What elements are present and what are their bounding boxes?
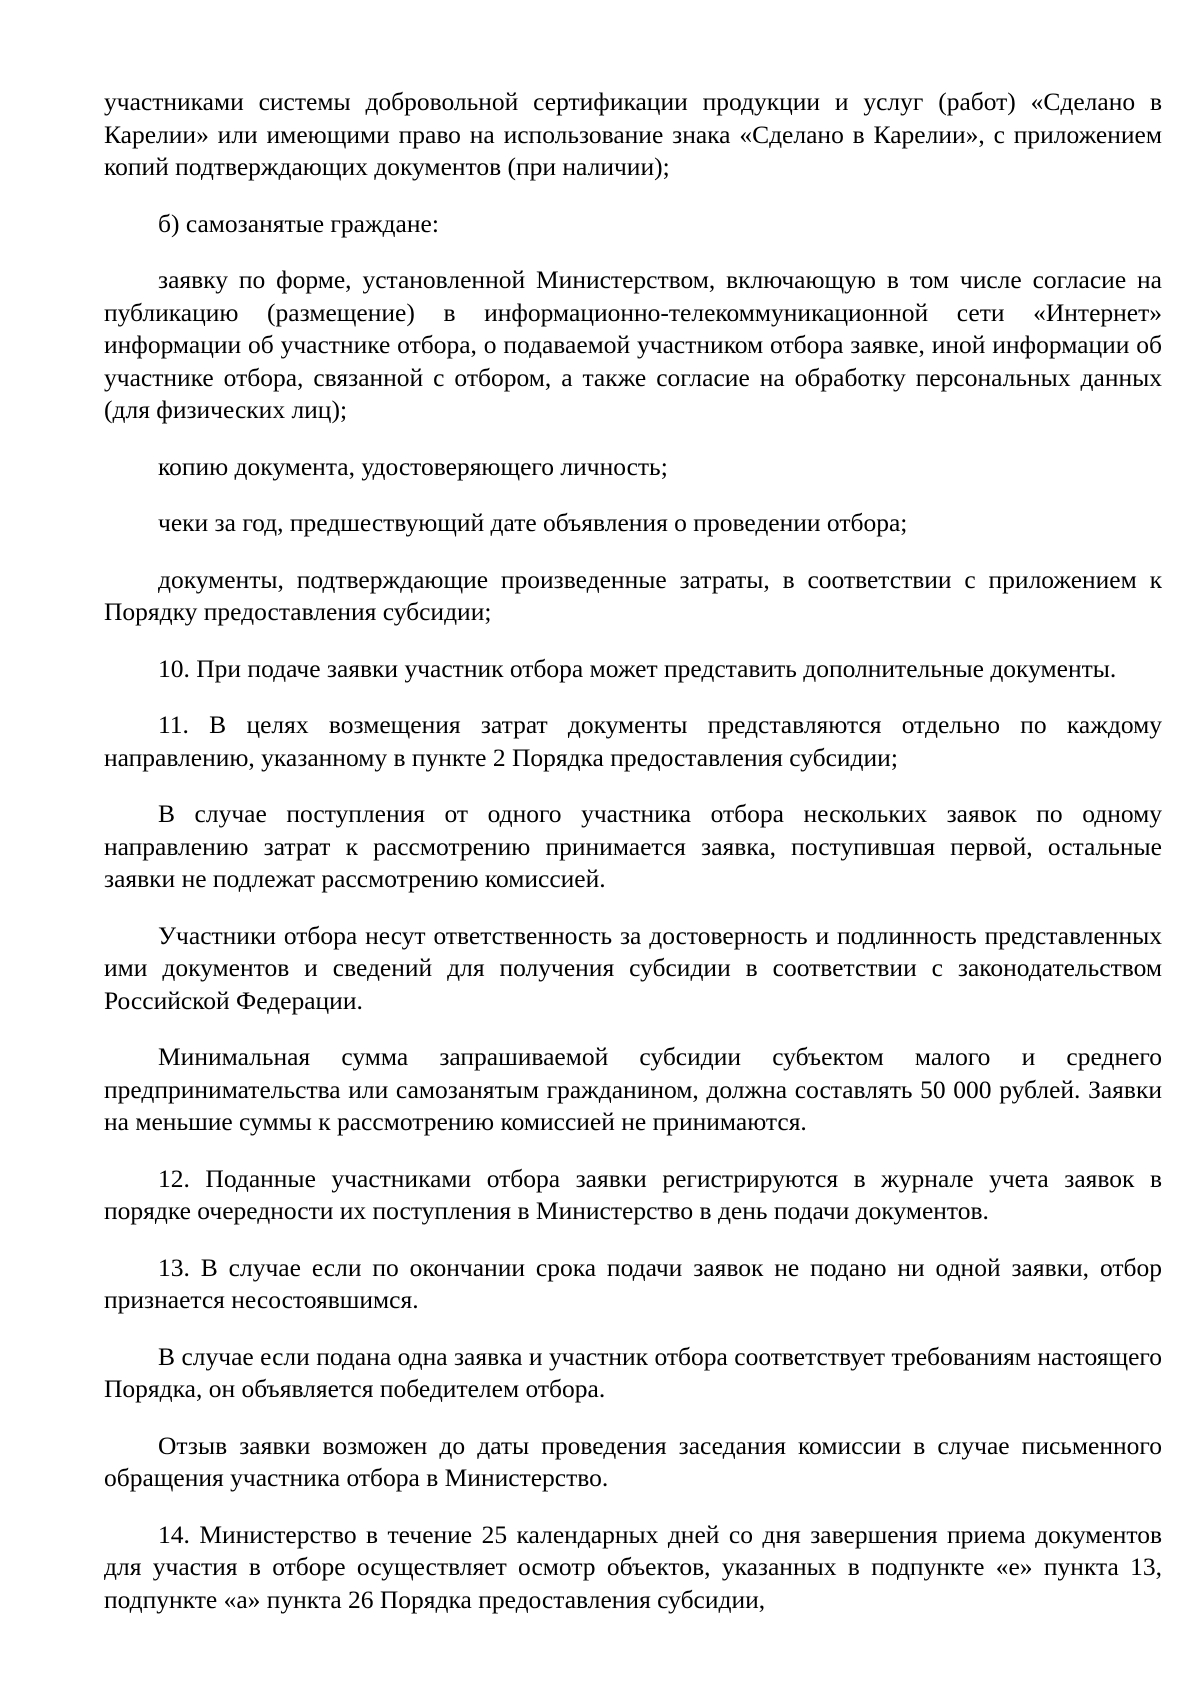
paragraph-subsection-b: б) самозанятые граждане: bbox=[158, 208, 439, 238]
paragraph-single-application: В случае если подана одна заявка и участник отбора соответствует требованиям настоящего Порядка, он объявляется победителем отбора. bbox=[104, 1341, 1162, 1403]
paragraph-clause-14: 14. Министерство в течение 25 календарных дней со дня завершения приема документов для участия в отборе осуществляет осмотр объектов, указанных в подпункте «е» пункта 13, подпункте «а» пункта 26 Порядка предоставления субсидии, bbox=[104, 1519, 1162, 1614]
paragraph-clause-13: 13. В случае если по окончании срока подачи заявок не подано ни одной заявки, отбор признается несостоявшимся. bbox=[104, 1252, 1162, 1314]
paragraph-clause-12: 12. Поданные участниками отбора заявки регистрируются в журнале учета заявок в порядке очередности их поступления в Министерство в день подачи документов. bbox=[104, 1163, 1162, 1225]
document-body bbox=[104, 86, 1162, 1640]
paragraph-clause-11: 11. В целях возмещения затрат документы представляются отдельно по каждому направлению, указанному в пункте 2 Порядка предоставления субсидии; bbox=[104, 710, 1162, 772]
paragraph-clause-10: 10. При подаче заявки участник отбора может представить дополнительные документы. bbox=[158, 653, 1117, 683]
paragraph-expense-docs: документы, подтверждающие произведенные затраты, в соответствии с приложением к Порядку предоставления субсидии; bbox=[104, 564, 1162, 626]
paragraph-multiple-applications: В случае поступления от одного участника отбора нескольких заявок по одному направлению затрат к рассмотрению принимается заявка, поступившая первой, остальные заявки не подлежат рассмотрению комиссией. bbox=[104, 799, 1162, 893]
paragraph-application-form: заявку по форме, установленной Министерством, включающую в том числе согласие на публикацию (размещение) в информационно-телекоммуникационной сети «Интернет» информации об участнике отбора, о подаваемой участником отбора заявке, иной информации об участнике отбора, связанной с отбором, а также согласие на обработку персональных данных (для физических лиц); bbox=[104, 265, 1162, 424]
paragraph-receipts: чеки за год, предшествующий дате объявления о проведении отбора; bbox=[158, 508, 908, 537]
paragraph-minimum-amount: Минимальная сумма запрашиваемой субсидии субъектом малого и среднего предпринимательства или самозанятым гражданином, должна составлять 50 000 рублей. Заявки на меньшие суммы к рассмотрению комиссией не принимаются. bbox=[104, 1042, 1162, 1136]
paragraph-id-copy: копию документа, удостоверяющего личность; bbox=[158, 451, 668, 481]
paragraph-continuation: участниками системы добровольной сертификации продукции и услуг (работ) «Сделано в Карелии» или имеющими право на использование знака «Сделано в Карелии», с приложением копий подтверждающих документов (при наличии); bbox=[104, 87, 1162, 181]
paragraph-responsibility: Участники отбора несут ответственность за достоверность и подлинность представленных ими документов и сведений для получения субсидии в соответствии с законодательством Российской Федерации. bbox=[104, 920, 1162, 1015]
paragraph-withdrawal: Отзыв заявки возможен до даты проведения заседания комиссии в случае письменного обращения участника отбора в Министерство. bbox=[104, 1430, 1162, 1492]
